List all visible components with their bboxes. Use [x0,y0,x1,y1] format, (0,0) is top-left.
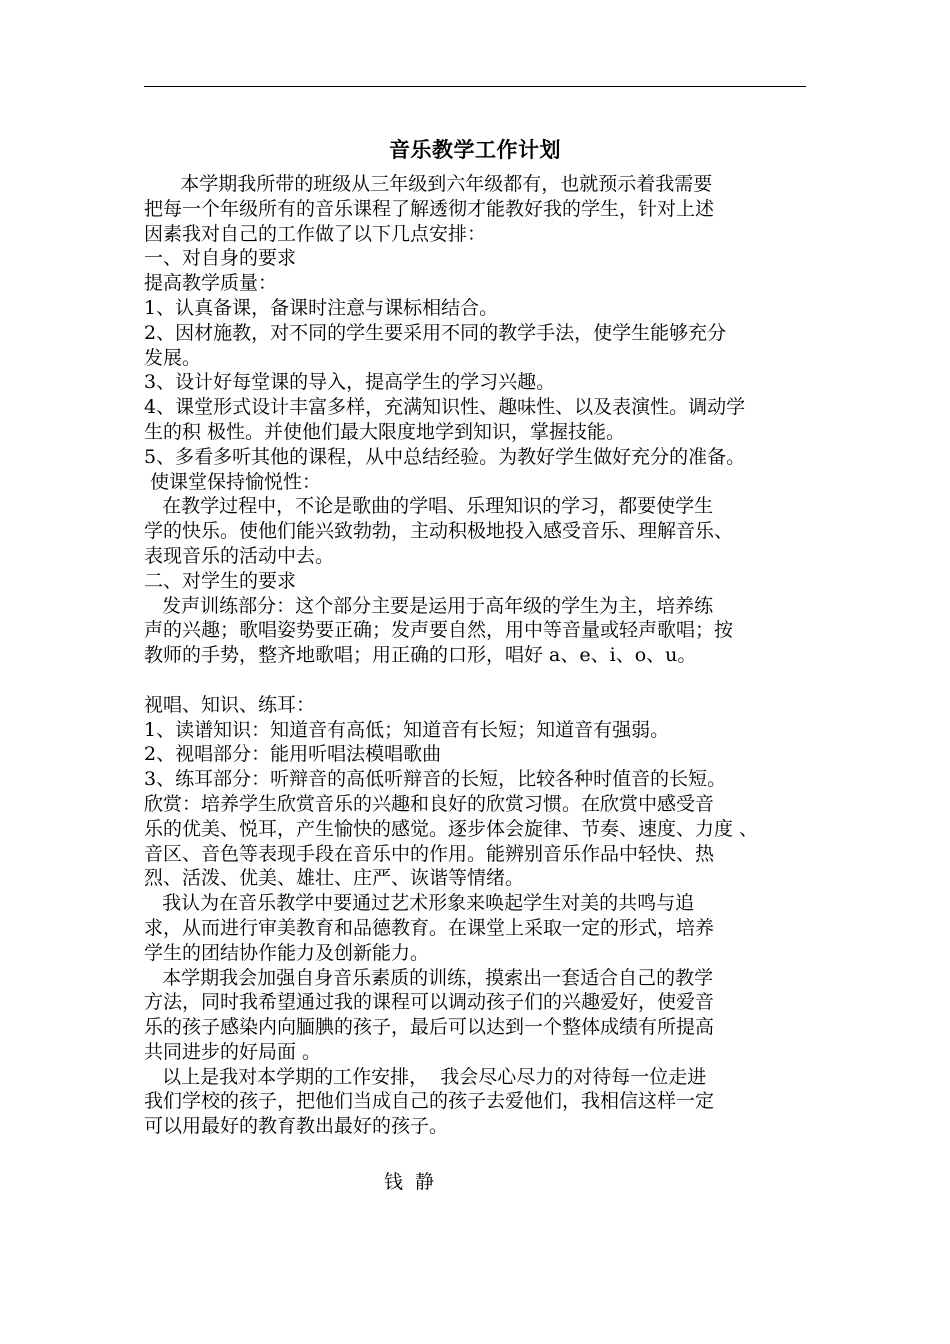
body-line: 本学期我会加强自身音乐素质的训练，摸索出一套适合自己的教学 [144,966,714,989]
body-line: 乐的优美、悦耳，产生愉快的感觉。逐步体会旋律、节奏、速度、力度 、 [144,817,759,840]
body-line: 使课堂保持愉悦性： [144,470,322,493]
body-line: 学生的团结协作能力及创新能力。 [144,941,430,964]
body-line: 一、对自身的要求 [144,247,297,270]
author-signature: 钱 静 [384,1171,438,1193]
body-line: 3、设计好每堂课的导入，提高学生的学习兴趣。 [144,371,556,394]
body-line: 烈、活泼、优美、雄壮、庄严、诙谐等情绪。 [144,867,525,890]
body-line: 方法，同时我希望通过我的课程可以调动孩子们的兴趣爱好，使爱音 [144,991,715,1014]
body-line: 生的积 极性。并使他们最大限度地学到知识，掌握技能。 [144,420,626,443]
body-line: 5、多看多听其他的课程，从中总结经验。为教好学生做好充分的准备。 [144,445,746,468]
body-line: 因素我对自己的工作做了以下几点安排： [144,222,487,245]
blank-line [144,668,812,693]
body-line: 提高教学质量： [144,272,278,295]
body-line: 学的快乐。使他们能兴致勃勃，主动积极地投入感受音乐、理解音乐、 [144,520,734,543]
body-line: 以上是我对本学期的工作安排， 我会尽心尽力的对待每一位走进 [144,1065,707,1088]
document-title: 音乐教学工作计划 [389,137,561,162]
body-line: 把每一个年级所有的音乐课程了解透彻才能教好我的学生，针对上述 [144,197,715,220]
body-line: 音区、音色等表现手段在音乐中的作用。能辨别音乐作品中轻快、热 [144,842,715,865]
body-line: 求，从而进行审美教育和品德教育。在课堂上采取一定的形式，培养 [144,916,715,939]
body-line: 二、对学生的要求 [144,569,297,592]
body-line: 发声训练部分：这个部分主要是运用于高年级的学生为主，培养练 [144,594,714,617]
body-line: 共同进步的好局面 。 [144,1040,322,1063]
body-line: 视唱、知识、练耳： [144,693,316,716]
body-line: 在教学过程中，不论是歌曲的学唱、乐理知识的学习，都要使学生 [144,495,714,518]
body-line: 我们学校的孩子，把他们当成自己的孩子去爱他们，我相信这样一定 [144,1090,715,1113]
body-line: 4、课堂形式设计丰富多样，充满知识性、趣味性、以及表演性。调动学 [144,396,746,419]
body-line: 2、视唱部分：能用听唱法模唱歌曲 [144,743,442,766]
document-body [144,172,812,1139]
body-line: 欣赏：培养学生欣赏音乐的兴趣和良好的欣赏习惯。在欣赏中感受音 [144,792,715,815]
body-line: 教师的手势，整齐地歌唱；用正确的口形，唱好 a、e、i、o、u。 [144,644,697,667]
body-line: 表现音乐的活动中去。 [144,544,335,567]
body-line: 2、因材施教，对不同的学生要采用不同的教学手法，使学生能够充分 [144,321,727,344]
header-rule [144,86,806,87]
body-line: 可以用最好的教育教出最好的孩子。 [144,1115,449,1138]
body-line: 乐的孩子感染内向腼腆的孩子，最后可以达到一个整体成绩有所提高 [144,1016,715,1039]
body-line: 声的兴趣；歌唱姿势要正确；发声要自然，用中等音量或轻声歌唱；按 [144,619,734,642]
body-line: 发展。 [144,346,202,369]
body-line: 本学期我所带的班级从三年级到六年级都有，也就预示着我需要 [144,173,713,195]
body-line: 1、读谱知识：知道音有高低；知道音有长短；知道音有强弱。 [144,718,670,741]
body-line: 3、练耳部分：听辩音的高低听辩音的长短，比较各种时值音的长短。 [144,768,727,791]
body-line: 我认为在音乐教学中要通过艺术形象来唤起学生对美的共鸣与追 [144,892,695,915]
body-line: 1、认真备课，备课时注意与课标相结合。 [144,296,499,319]
